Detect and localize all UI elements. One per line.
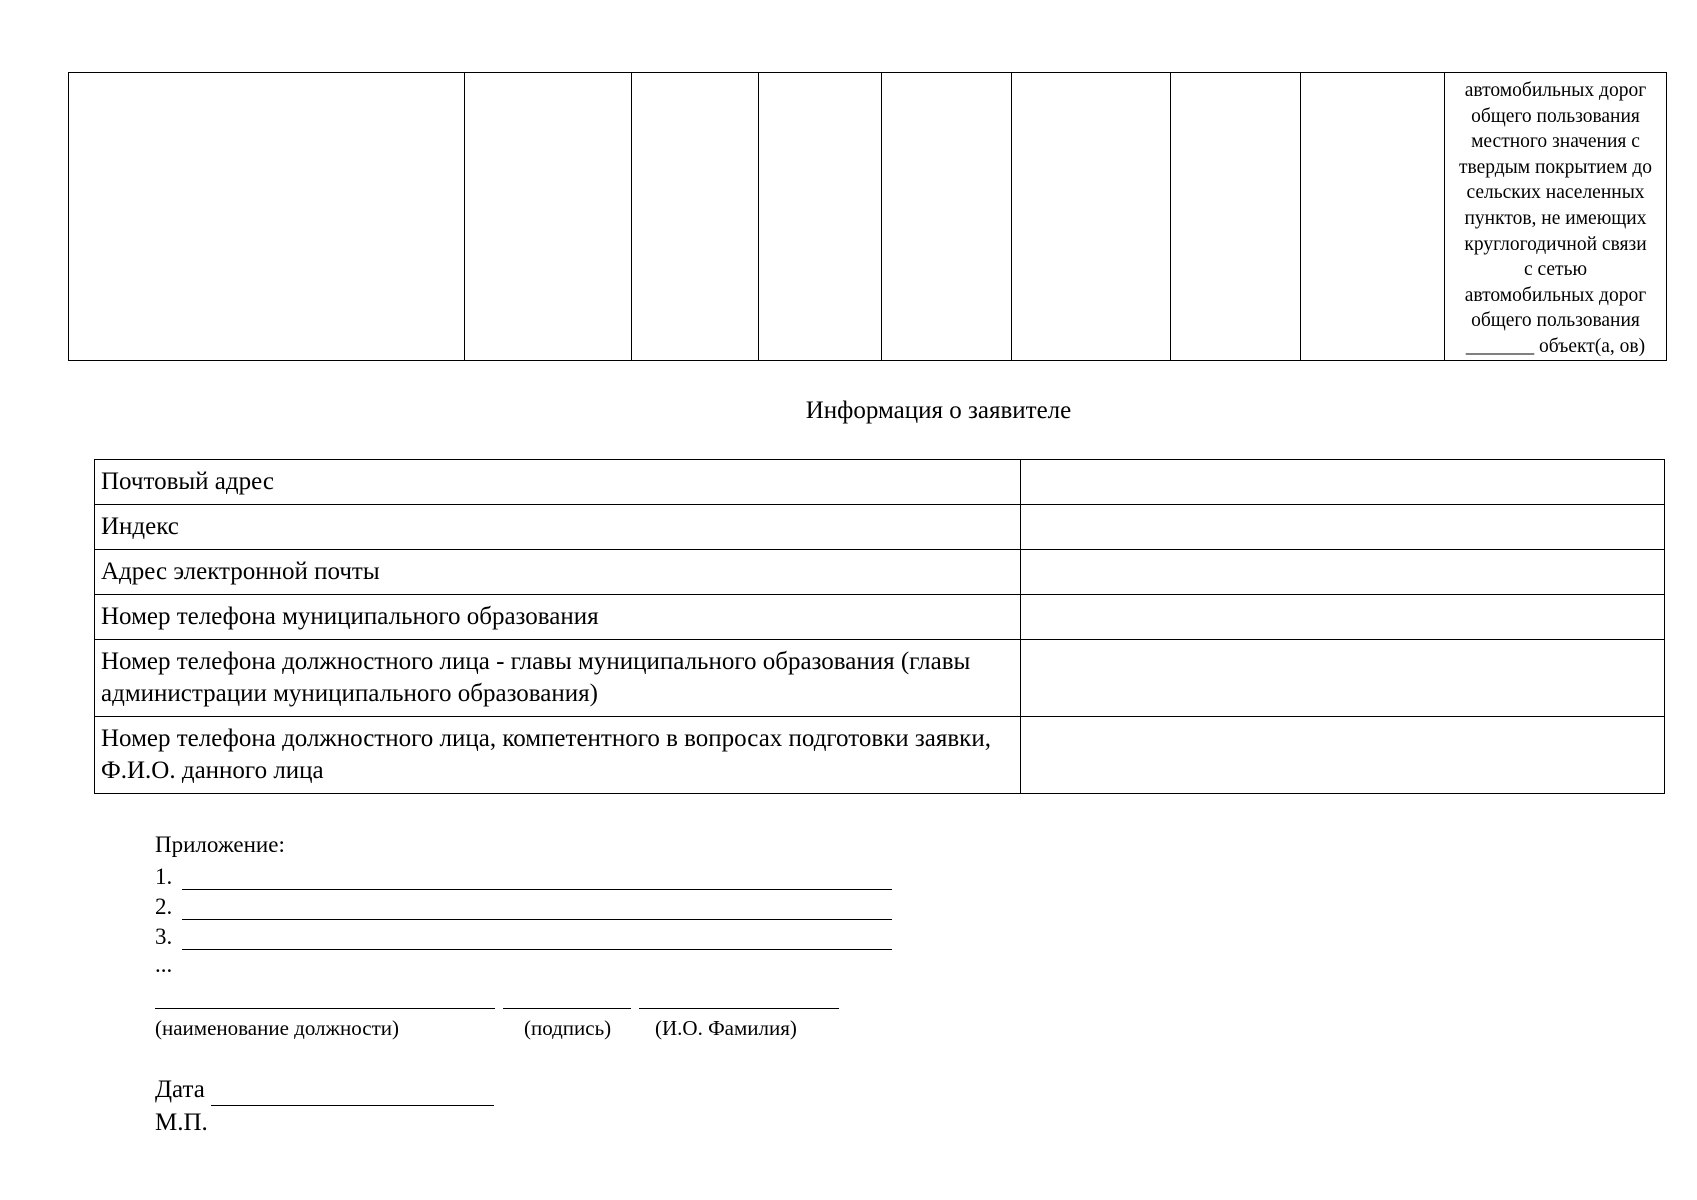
attachment-number: 1. [155,864,173,889]
info-value-contact-phone[interactable] [1021,717,1665,794]
table-row [95,550,1665,595]
table-cell [632,73,759,361]
attachment-number: 2. [155,894,173,919]
attachment-blank-field[interactable] [182,867,892,890]
section-title: Информация о заявителе [805,397,1072,424]
objects-table-continuation [68,72,1667,361]
info-value-municipal-phone[interactable] [1021,595,1665,640]
info-label-email: Адрес электронной почты [95,550,1021,595]
table-row [95,505,1665,550]
date-blank-field[interactable] [211,1078,494,1106]
attachments-section [155,830,892,980]
date-label: Дата [155,1076,205,1103]
info-label-postal-address: Почтовый адрес [95,460,1021,505]
table-cell [759,73,882,361]
info-label-head-phone: Номер телефона должностного лица - главы муниципального образования (главы администрации муниципального образования) [95,640,1021,717]
table-row [95,640,1665,717]
date-row [155,1074,494,1106]
attachment-line [155,860,892,890]
name-blank-field[interactable] [639,1008,839,1009]
table-row [95,717,1665,794]
info-value-postal-address[interactable] [1021,460,1665,505]
name-caption: (И.О. Фамилия) [655,1016,797,1040]
info-value-head-phone[interactable] [1021,640,1665,717]
table-cell [1301,73,1445,361]
table-cell [882,73,1012,361]
table-cell [465,73,632,361]
table-cell [1171,73,1301,361]
attachment-line [155,920,892,950]
table-cell [1012,73,1171,361]
info-label-index: Индекс [95,505,1021,550]
position-caption: (наименование должности) [155,1016,400,1040]
attachment-blank-field[interactable] [182,927,892,950]
road-description-cell: автомобильных дорог общего пользования местного значения с твердым покрытием до сельских населенных пунктов, не имеющих круглогодичной связи с сетью автомобильных дорог общего пользования _______ объект(а, ов) [1445,73,1667,361]
info-value-index[interactable] [1021,505,1665,550]
applicant-info-table [94,459,1665,794]
attachment-blank-field[interactable] [182,897,892,920]
attachment-number: 3. [155,924,173,949]
info-value-email[interactable] [1021,550,1665,595]
attachments-ellipsis: ... [155,952,173,977]
table-row [69,73,1667,361]
table-row [95,595,1665,640]
attachments-heading: Приложение: [155,832,285,857]
info-label-municipal-phone: Номер телефона муниципального образования [95,595,1021,640]
position-blank-field[interactable] [155,1008,495,1009]
attachment-line [155,890,892,920]
table-row [95,460,1665,505]
signature-blank-field[interactable] [503,1008,631,1009]
table-cell [69,73,465,361]
info-label-contact-phone: Номер телефона должностного лица, компетентного в вопросах подготовки заявки, Ф.И.О. данного лица [95,717,1021,794]
stamp-label: М.П. [155,1109,208,1136]
signature-caption: (подпись) [524,1016,612,1040]
